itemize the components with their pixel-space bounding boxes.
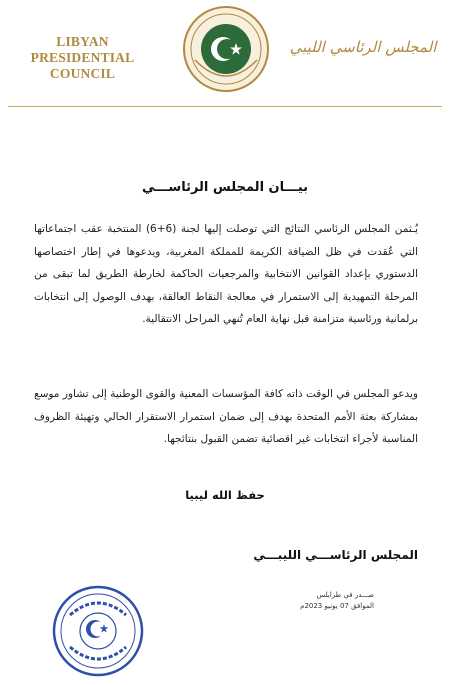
council-emblem-logo: [183, 6, 269, 92]
arabic-council-name: المجلس الرئاسي الليبي: [289, 38, 437, 56]
statement-title: بيـــان المجلس الرئاســـي: [141, 180, 309, 195]
issued-date: الموافق 07 يونيو 2023م: [300, 602, 374, 610]
signature-block: المجلس الرئاســـي الليبـــي: [253, 548, 418, 562]
header-divider: [8, 106, 442, 107]
closing-phrase: حفظ الله ليبيا: [185, 488, 265, 502]
official-stamp: [52, 585, 144, 677]
issue-info: [264, 590, 374, 612]
letterhead: [0, 0, 450, 108]
issued-place: صـــدر في طرابلس: [316, 591, 374, 599]
english-council-name: LIBYAN PRESIDENTIAL COUNCIL: [30, 34, 135, 81]
paragraph-1: يُـثمن المجلس الرئاسي النتائج التي توصلت إليها لجنة (6+6) المنتخبة عقب اجتماعاتها التي عُقدت في ظل الضيافة الكريمة للمملكة المغربية، ويدعوها في إطار اختصاصها الدستوري بإعداد القوانين الانتخابية والمرجعيات الحاكمة لخارطة الطريق لما تبقى من المرحلة التمهيدية إلى الاستمرار في معالجة النقاط العالقة، بهدف الوصول إلى انتخابات برلمانية ورئاسية متزامنة قبل نهاية العام تُنهي المراحل الانتقالية.: [34, 223, 418, 325]
paragraph-2: ويدعو المجلس في الوقت ذاته كافة المؤسسات المعنية والقوى الوطنية إلى تشاور موسع بمشاركة بعثة الأمم المتحدة بهدف إلى ضمان استمرار الاستقرار الحالي وتهيئة الظروف المناسبة لأجراء انتخابات غير اقصائية تضمن القبول بنتائجها.: [34, 388, 418, 445]
